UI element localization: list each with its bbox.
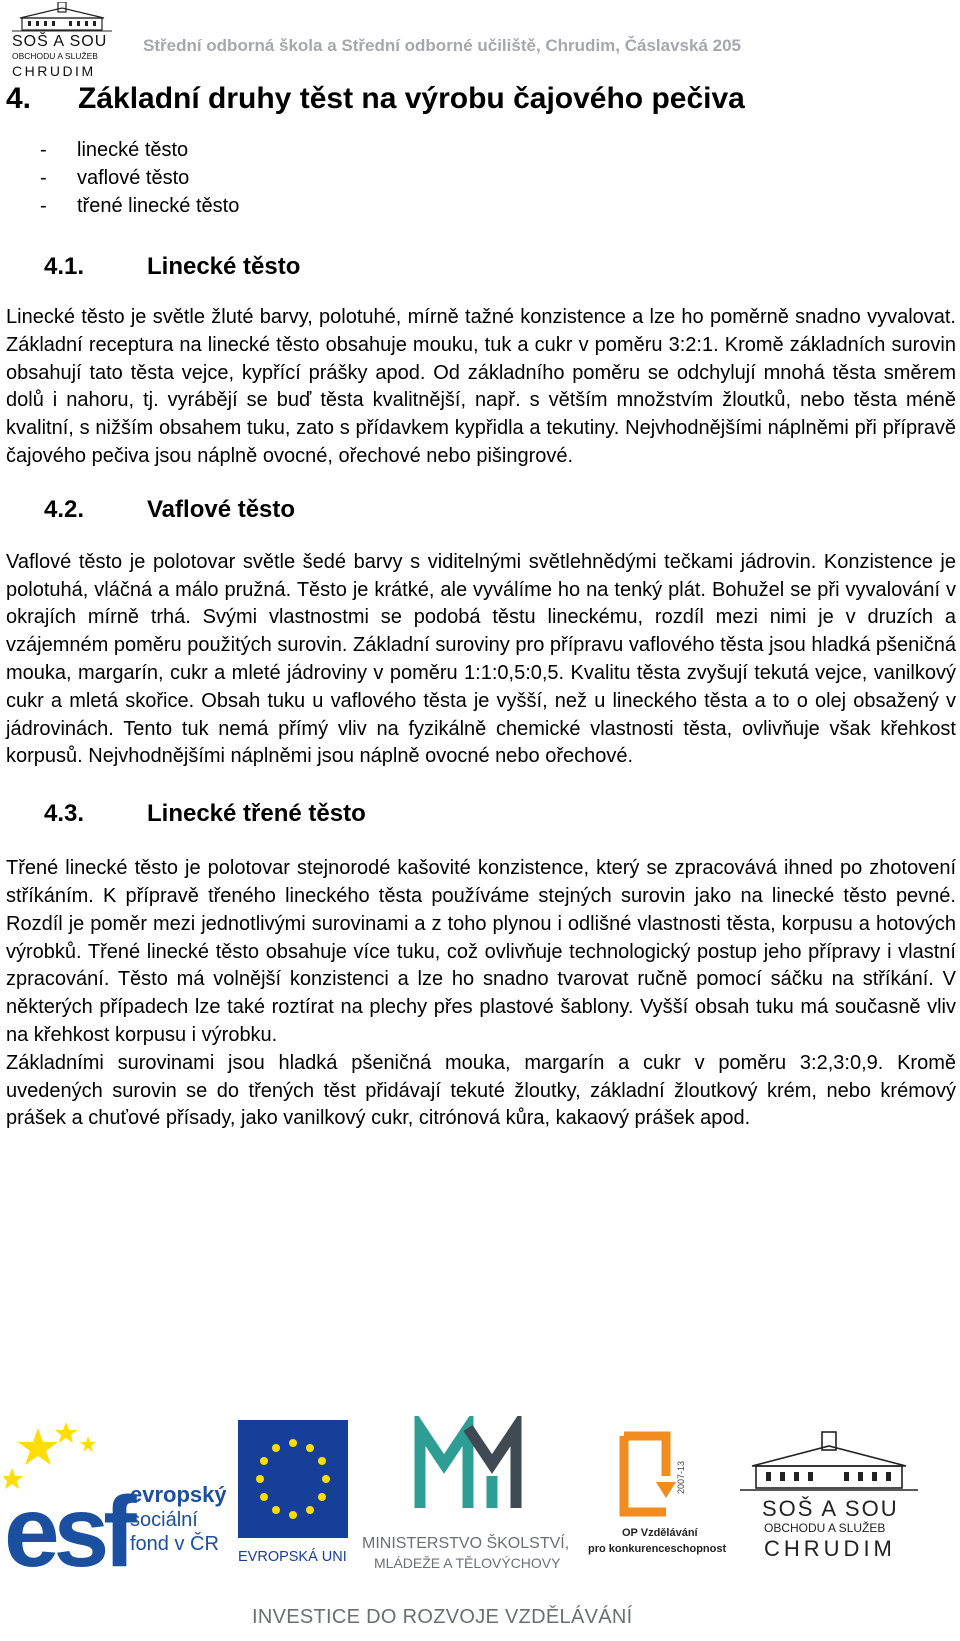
list-marker: - bbox=[40, 195, 47, 217]
dough-types-list bbox=[40, 136, 956, 220]
eu-label: EVROPSKÁ UNIE bbox=[238, 1549, 348, 1565]
msmt-line-2: MLÁDEŽE A TĚLOVÝCHOVY bbox=[374, 1555, 561, 1571]
school-logo-line-2: OBCHODU A SLUŽEB bbox=[764, 1521, 886, 1535]
op-arrow-icon bbox=[656, 1482, 676, 1498]
section-number: 4.2. bbox=[44, 495, 85, 523]
page-header bbox=[0, 0, 960, 82]
esf-line-3: fond v ČR bbox=[130, 1533, 219, 1555]
msmt-logo bbox=[362, 1416, 582, 1576]
school-name: Střední odborná škola a Střední odborné učiliště, Chrudim, Čáslavská 205 bbox=[143, 36, 741, 55]
section-title: Linecké třené těsto bbox=[147, 800, 366, 828]
op-frame-icon bbox=[624, 1436, 666, 1512]
eu-logo bbox=[238, 1420, 348, 1570]
chapter-heading bbox=[6, 76, 956, 122]
list-item-label: vaflové těsto bbox=[77, 167, 190, 189]
list-item bbox=[40, 136, 956, 164]
paragraph: Třené linecké těsto je polotovar stejnorodé kašovité konzistence, který se zpracovává ihned po zhotovení stříkáním. K přípravě třeného lineckého těsta používáme stejných surovin jako na linecké těsto pevné. Rozdíl je poměr mezi jednotlivými surovinami a z toho plynou i odlišné vlastnosti těsta, korpusu a hotových výrobků. Třené linecké těsto obsahuje více tuku, což ovlivňuje technologický postup jeho přípravy i vlastní zpracování. Těsto má volnější konzistenci a lze ho snadno tvarovat ručně pomocí sáčku na stříkání. V některých případech lze také roztírat na plechy přes plastové šablony. Vyšší obsah tuku má současně vliv na křehkost korpusu i výrobku. bbox=[6, 857, 956, 1046]
chapter-title: Základní druhy těst na výrobu čajového pečiva bbox=[78, 82, 745, 115]
section-number: 4.3. bbox=[44, 800, 85, 828]
op-line-2: pro konkurenceschopnost bbox=[588, 1543, 726, 1555]
logo-line-2: OBCHODU A SLUŽEB bbox=[12, 51, 98, 61]
school-logo-line-1: SOŠ A SOU bbox=[762, 1496, 899, 1521]
list-item bbox=[40, 164, 956, 192]
page-footer bbox=[0, 1414, 960, 1641]
section-heading-4-2 bbox=[6, 493, 956, 527]
paragraph: Vaflové těsto je polotovar světle šedé barvy s viditelnými světlehnědými tečkami jádrovin. Konzistence je polotuhá, vláčná a málo pružná. Těsto je krátké, ale vyválíme ho na tenký plát. Bohužel se při vyvalování v okrajích mírně trhá. Svými vlastnostmi se podobá těstu lineckému, rozdíl mezi nimi je v druzích a vzájemném poměru použitých surovin. Základní suroviny pro přípravu vaflového těsta jsou hladká pšeničná mouka, margarín, cukr a mleté jádroviny v poměru 1:1:0,5:0,5. Kvalitu těsta zvyšují tekutá vejce, vanilkový cukr a mletá skořice. Obsah tuku u vaflového těsta je vyšší, než u lineckého těsta a to o olej obsažený v jádrovinách. Tento tuk nemá přímý vliv na fyzikálně chemické vlastnosti těsta, ovlivňuje však křehkost korpusů. Nejvhodnějšími náplněmi jsou náplně ovocné nebo ořechové. bbox=[6, 550, 956, 768]
section-heading-4-1 bbox=[6, 250, 956, 284]
section-title: Linecké těsto bbox=[147, 253, 301, 280]
list-item-label: třené linecké těsto bbox=[77, 195, 240, 217]
school-logo-line-3: CHRUDIM bbox=[764, 1536, 896, 1561]
esf-line-2: sociální bbox=[130, 1509, 198, 1531]
op-vzdelavani-logo bbox=[588, 1424, 726, 1574]
section-title: Vaflové těsto bbox=[147, 495, 296, 523]
document-body bbox=[6, 76, 956, 1133]
esf-mark: esf bbox=[4, 1476, 131, 1574]
esf-line-1: evropský bbox=[130, 1482, 226, 1507]
logo-line-3: CHRUDIM bbox=[12, 63, 96, 79]
school-logo bbox=[6, 2, 120, 80]
op-line-1: OP Vzdělávání bbox=[622, 1527, 698, 1539]
msmt-line-1: MINISTERSTVO ŠKOLSTVÍ, bbox=[362, 1535, 570, 1552]
logo-line-1: SOŠ A SOU bbox=[12, 33, 108, 50]
chateau-icon bbox=[12, 2, 112, 34]
section-number: 4.1. bbox=[44, 253, 85, 280]
paragraph: Základními surovinami jsou hladká pšeničná mouka, margarín a cukr v poměru 3:2,3:0,9. Kromě uvedených surovin se do třených těst přidávají tekuté žloutky, základní žloutkový krém, nebo krémový prášek a chuťové přísady, jako vanilkový cukr, citrónová kůra, kakaový prášek apod. bbox=[6, 1051, 956, 1130]
list-marker: - bbox=[40, 167, 47, 189]
list-item-label: linecké těsto bbox=[77, 139, 189, 161]
msmt-monogram-icon bbox=[420, 1428, 516, 1508]
chateau-icon bbox=[740, 1432, 918, 1490]
list-marker: - bbox=[40, 139, 47, 161]
chapter-number: 4. bbox=[6, 82, 32, 115]
investice-slogan: INVESTICE DO ROZVOJE VZDĚLÁVÁNÍ bbox=[252, 1606, 633, 1628]
section-heading-4-3 bbox=[6, 797, 956, 831]
esf-logo bbox=[4, 1418, 226, 1574]
school-logo-footer bbox=[736, 1430, 922, 1580]
paragraph: Linecké těsto je světle žluté barvy, polotuhé, mírně tažné konzistence a lze ho poměrně snadno vyvalovat. Základní receptura na linecké těsto obsahuje mouku, tuk a cukr v poměru 3:2:1. Kromě základních surovin obsahují tato těsta vejce, kypřící prášky apod. Od základního poměru se odchylují mnohá těsta směrem dolů i nahoru, tj. vyrábějí se buď těsta kvalitnější, např. s větším množstvím žloutků, nebo těsta méně kvalitní, s nižším obsahem tuku, zato s přídavkem kypřidla a tekutiny. Nejvhodnějšími náplněmi při přípravě čajového pečiva jsou náplně ovocné, ořechové nebo pišingrové. bbox=[6, 306, 956, 467]
list-item bbox=[40, 192, 956, 220]
eu-flag bbox=[238, 1420, 348, 1538]
op-side-label: 2007-13 bbox=[676, 1460, 686, 1494]
